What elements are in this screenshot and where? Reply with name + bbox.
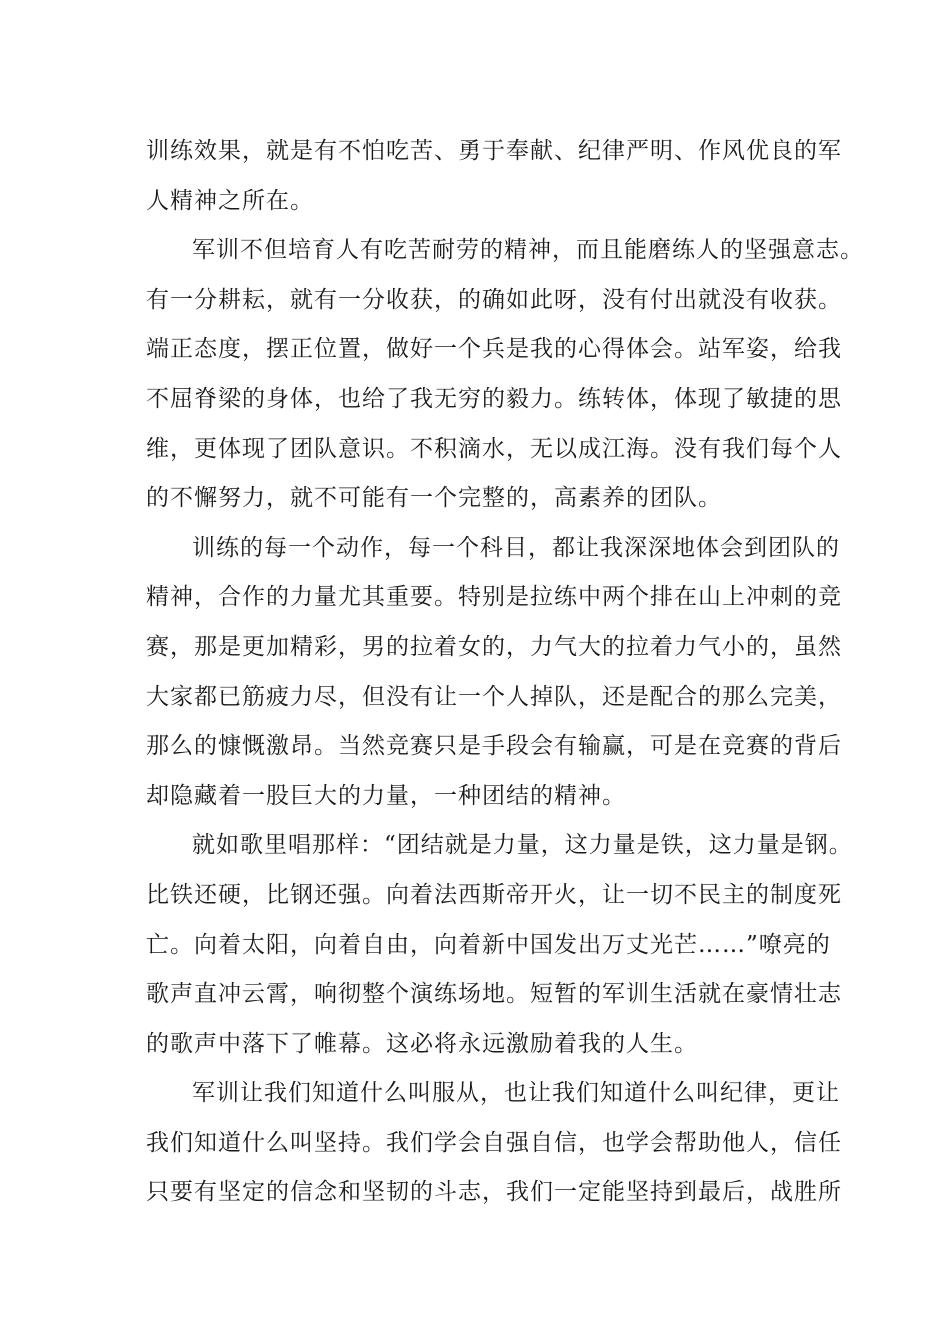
paragraph-1	[146, 127, 842, 226]
text-line: 军训不但培育人有吃苦耐劳的精神，而且能磨练人的坚强意志。	[192, 237, 864, 264]
text-line: 比铁还硬，比钢还强。向着法西斯帝开火，让一切不民主的制度死	[146, 881, 842, 908]
text-line: 的歌声中落下了帷幕。这必将永远激励着我的人生。	[146, 1030, 698, 1057]
text-line: 训练的每一个动作，每一个科目，都让我深深地体会到团队的	[192, 534, 840, 561]
text-line: 歌声直冲云霄，响彻整个演练场地。短暂的军训生活就在豪情壮志	[146, 981, 842, 1008]
text-line: 人精神之所在。	[146, 187, 314, 214]
text-line: 维，更体现了团队意识。不积滴水，无以成江海。没有我们每个人	[146, 435, 842, 462]
paragraph-3	[146, 524, 842, 822]
body-text	[146, 127, 864, 1218]
text-line: 那么的慷慨激昂。当然竞赛只是手段会有输赢，可是在竞赛的背后	[146, 733, 842, 760]
text-line: 端正态度，摆正位置，做好一个兵是我的心得体会。站军姿，给我	[146, 336, 842, 363]
text-line: 我们知道什么叫坚持。我们学会自强自信，也学会帮助他人，信任	[146, 1129, 842, 1156]
text-line: 的不懈努力，就不可能有一个完整的，高素养的团队。	[146, 485, 722, 512]
paragraph-2	[146, 226, 864, 524]
paragraph-4	[146, 821, 853, 1069]
text-line: 赛，那是更加精彩，男的拉着女的，力气大的拉着力气小的，虽然	[146, 633, 842, 660]
text-line: 却隐藏着一股巨大的力量，一种团结的精神。	[146, 782, 626, 809]
text-line: 只要有坚定的信念和坚韧的斗志，我们一定能坚持到最后，战胜所	[146, 1179, 842, 1206]
text-line: 精神，合作的力量尤其重要。特别是拉练中两个排在山上冲刺的竞	[146, 584, 842, 611]
text-line: 就如歌里唱那样：“团结就是力量，这力量是铁，这力量是钢。	[192, 832, 853, 859]
text-line: 不屈脊梁的身体，也给了我无穷的毅力。练转体，体现了敏捷的思	[146, 385, 842, 412]
text-line: 有一分耕耘，就有一分收获，的确如此呀，没有付出就没有收获。	[146, 286, 842, 313]
text-line: 军训让我们知道什么叫服从，也让我们知道什么叫纪律，更让	[192, 1080, 840, 1107]
paragraph-5	[146, 1069, 842, 1218]
text-line: 大家都已筋疲力尽，但没有让一个人掉队，还是配合的那么完美，	[146, 683, 842, 710]
text-line: 亡。向着太阳，向着自由，向着新中国发出万丈光芒……”嘹亮的	[146, 931, 831, 958]
text-line: 训练效果，就是有不怕吃苦、勇于奉献、纪律严明、作风优良的军	[146, 138, 842, 164]
